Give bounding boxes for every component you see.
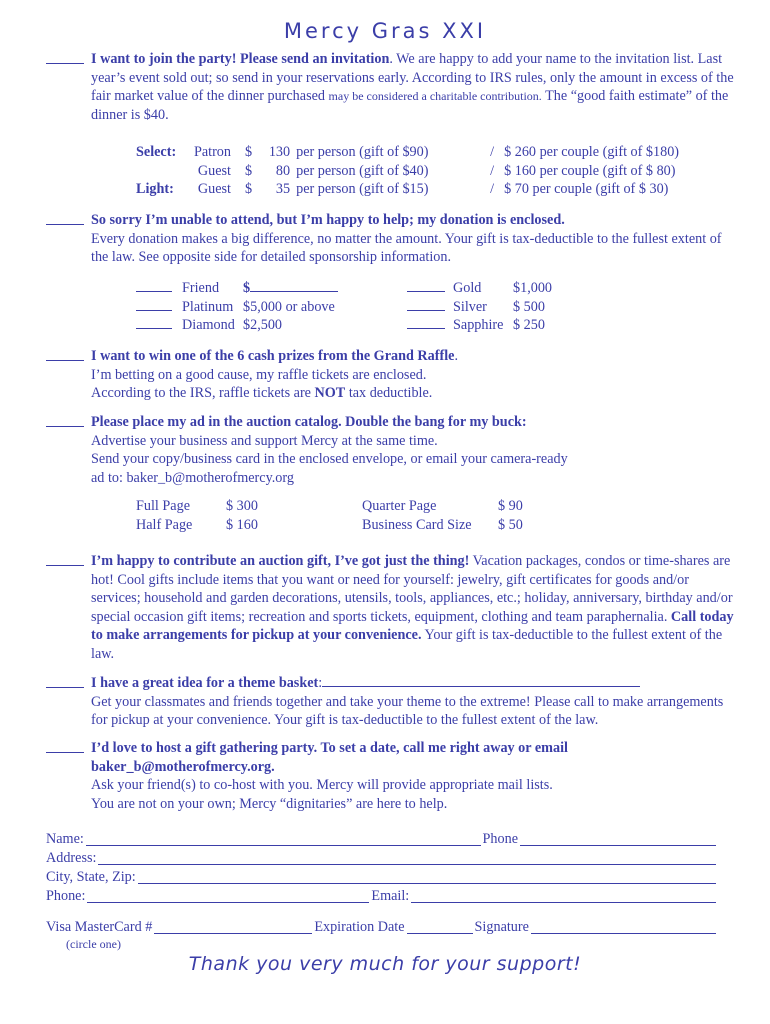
section-invitation <box>46 50 736 124</box>
ticket-row: Select: Patron $ 130 per person (gift of $90) / $ 260 per couple (gift of $180) <box>136 144 680 160</box>
section-donation <box>46 211 736 267</box>
expiration-date-field[interactable] <box>407 920 473 934</box>
donation-text: So sorry I’m unable to attend, but I’m happy to help; my donation is enclosed. Every donation makes a big difference, no matter the amount. Your gift is tax-deductible to the fullest extent of the law. See opposite side for detailed sponsorship information. <box>91 212 722 266</box>
sponsor-row: Platinum $5,000 or above <box>136 298 338 317</box>
section-theme-basket <box>46 674 736 730</box>
signature-field[interactable] <box>531 920 716 934</box>
friend-amount-line[interactable] <box>250 279 338 292</box>
ticket-table <box>136 143 679 199</box>
ticket-row: Light: Guest $ 35 per person (gift of $15) / $ 70 per couple (gift of $ 30) <box>136 181 669 198</box>
section-raffle <box>46 347 736 403</box>
sponsor-row: Diamond $2,500 <box>136 316 338 335</box>
sponsor-check-line[interactable] <box>136 279 172 292</box>
sponsor-row: Friend $ <box>136 279 338 298</box>
ad-size-row: Quarter Page $ 90 <box>362 498 523 514</box>
ad-size-row: Business Card Size $ 50 <box>362 516 523 533</box>
ad-size-row: Half Page $ 160 <box>136 516 258 533</box>
form-row: Name: Phone <box>46 830 718 849</box>
form-row: City, State, Zip: <box>46 868 718 887</box>
checkbox-line-theme-basket[interactable] <box>46 674 84 688</box>
raffle-text: I want to win one of the 6 cash prizes from the Grand Raffle. I’m betting on a good cause, my raffle tickets are enclosed. According to the IRS, raffle tickets are NOT tax deductible. <box>91 348 459 402</box>
circle-one-note: (circle one) <box>66 937 121 951</box>
sponsor-row: Silver $ 500 <box>407 298 552 317</box>
page-title: Mercy Gras XXI <box>283 19 487 43</box>
name-field[interactable] <box>86 832 481 846</box>
city-state-zip-field[interactable] <box>138 870 716 884</box>
checkbox-line-invitation[interactable] <box>46 50 84 64</box>
ad-text: Please place my ad in the auction catalog. Double the bang for my buck: Advertise your business and support Mercy at the same time. Send your copy/business card in the enclosed envelope, or email your camera-ready ad to: baker_b@motherofmercy.org <box>91 414 568 486</box>
sponsor-right-list <box>407 279 552 335</box>
form-row: Address: <box>46 849 718 868</box>
theme-basket-text: I have a great idea for a theme basket: Get your classmates and friends together and take your theme to the extreme! Please call to make arrangements for pickup at your convenience. Your gift is tax-deductible to the fullest extent of the law. <box>91 675 724 729</box>
sponsor-check-line[interactable] <box>136 316 172 329</box>
checkbox-line-auction-gift[interactable] <box>46 552 84 566</box>
sponsor-check-line[interactable] <box>407 298 445 311</box>
ticket-row: Guest $ 80 per person (gift of $40) / $ 160 per couple (gift of $ 80) <box>197 162 676 179</box>
checkbox-line-donation[interactable] <box>46 211 84 225</box>
phone-field-2[interactable] <box>87 889 369 903</box>
invitation-text: I want to join the party! Please send an invitation. We are happy to add your name to the invitation list. Last year’s event sold out; so send in your reservations early. According to IRS rules, only the amount in excess of the fair market value of the dinner purchased may be considered a charitable contribution. The “good faith estimate” of the dinner is $40. <box>91 51 734 123</box>
sponsor-check-line[interactable] <box>407 279 445 292</box>
section-auction-gift <box>46 552 736 664</box>
auction-gift-text: I’m happy to contribute an auction gift, I’ve got just the thing! Vacation packages, condos or time-shares are hot! Cool gifts include items that you want or need for yourself: jewelry, gift certificates for goods and/or services; household and garden decorations, utensils, tools, appliances, etc.; holiday, anniversary, birthday and/or special occasion gift items; recreation and sports tickets, equipment, clothing and team paraphernalia. Call today to make arrangements for pickup at your convenience. Your gift is tax-deductible to the fullest extent of the law. <box>91 553 734 662</box>
email-field[interactable] <box>411 889 716 903</box>
form-row: Phone: Email: <box>46 887 718 906</box>
gift-party-text: I’d love to host a gift gathering party. To set a date, call me right away or email baker_b@motherofmercy.org. Ask your friend(s) to co-host with you. Mercy will provide appropriate mail lists. You are not on your own; Mercy “dignitaries” are here to help. <box>91 740 568 812</box>
section-gift-party <box>46 739 736 813</box>
checkbox-line-raffle[interactable] <box>46 347 84 361</box>
ad-sizes-left <box>136 497 258 534</box>
contact-form <box>46 830 718 952</box>
address-field[interactable] <box>98 851 716 865</box>
checkbox-line-gift-party[interactable] <box>46 739 84 753</box>
sponsor-check-line[interactable] <box>136 298 172 311</box>
sponsor-row: Gold $1,000 <box>407 279 552 298</box>
theme-idea-line[interactable] <box>322 674 640 687</box>
sponsor-check-line[interactable] <box>407 316 445 329</box>
checkbox-line-ad[interactable] <box>46 413 84 427</box>
ad-sizes-right <box>362 497 523 534</box>
card-number-field[interactable] <box>154 920 312 934</box>
thank-you-message: Thank you very much for your support! <box>188 953 582 975</box>
sponsor-left-list <box>136 279 338 335</box>
form-row: Visa MasterCard # Expiration Date Signature <box>46 918 718 937</box>
section-ad <box>46 413 736 487</box>
ad-size-row: Full Page $ 300 <box>136 498 258 514</box>
phone-field[interactable] <box>520 832 716 846</box>
sponsor-row: Sapphire $ 250 <box>407 316 552 335</box>
